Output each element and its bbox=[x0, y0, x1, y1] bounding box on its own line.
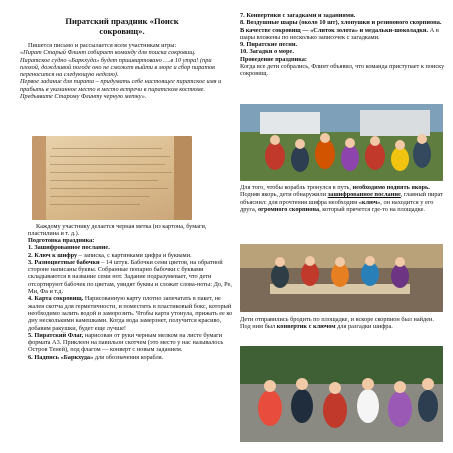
kids-ship-illustration bbox=[240, 104, 443, 181]
intro-line: Пишется письмо и рассылается всем участникам игры: bbox=[28, 42, 177, 49]
kids-ship-photo bbox=[240, 104, 443, 181]
scorpion-text: Дети отправились бродить по площадке, и вскоре скорпион был найден. Под ним был конвертик с ключом для разгадки шифра. bbox=[240, 316, 434, 331]
photo-caption: Каждому участнику делается черная метка (из картона, бумаги, пластилина и т. д.). bbox=[28, 223, 207, 238]
kids-table-photo bbox=[240, 244, 443, 312]
conduct-text: Когда все дети собрались, Флинт объявил, что команда приступает к поиску сокровищ. bbox=[240, 63, 445, 78]
page-title: Пиратский праздник «Поиск сокровищ». bbox=[65, 16, 179, 36]
kids-outdoor-photo bbox=[240, 346, 443, 442]
right-list bbox=[240, 12, 446, 78]
kids-outdoor-illustration bbox=[240, 346, 443, 442]
prep-item: 4. Карта сокровищ. Нарисованную карту плотно запечатать в пакет, не жалея скотча для герметичности, и поместить в пластиковый бокс, который необходимо залить водой и заморозить. Чтобы карта утонула, прижать ее ко дну несколькими камешками. Когда вода замерзнет, получится красиво, добавим ракушки, будет еще лучше! bbox=[28, 295, 233, 332]
prep-item: 3. Разноцветные бабочки – 14 штук. Бабочки семи цветов, на обратной стороне написаны буквы. Собранные попарно бабочки с буквами складываются в название семи нот. Задание подразумевает, что дети отсортируют бабочек по цветам, увидят буквы и сложат слова-ноты: До, Ре, Ми, Фа и т.д. bbox=[28, 258, 232, 296]
prep-item: 2. Ключ к шифру – записка, с картинками цифра и буквами. bbox=[28, 251, 192, 259]
prep-item: 8. Воздушные шары (около 10 шт), хлопушки и резинового скорпиона. В качестве сокровищ — «Слиток золота» и медальки-шоколадки. А в шары вложены по несколько записочек с загадками. bbox=[240, 19, 442, 41]
ship-paragraph bbox=[240, 184, 446, 213]
prep-list bbox=[28, 237, 233, 361]
prep-item: 10. Загадки о море. bbox=[240, 48, 294, 56]
intro-line: Пиратское судно «Баркхуда» будет пришвартовано ….в 10 утра! (при плохой, дождливой погоде оно не сможет выйти в море и сбор пиратов переносится на следующую неделю). bbox=[20, 56, 215, 79]
prep-item: 1. Зашифрованное послание. bbox=[28, 244, 110, 252]
scorpion-paragraph bbox=[240, 316, 446, 331]
prep-heading: Подготовка праздника: bbox=[28, 237, 95, 244]
prep-item: 7. Конвертики с загадками и заданиями. bbox=[240, 12, 356, 19]
prep-item: 5. Пиратский Флаг, нарисован от руки черным мелком на листе бумаги формата А3. Приклеен на павильон скотчем (это место у нас называлось Остров Теней), под флагом — конверт с новым заданием. bbox=[28, 331, 224, 354]
kids-table-illustration bbox=[240, 244, 443, 312]
prep-item: 6. Надпись «Баркхуда» для обозначения корабля. bbox=[28, 353, 164, 361]
photo-caption-block bbox=[28, 223, 233, 238]
intro-line: Первое задание для пирата – придумать себе настоящее пиратское имя и прибыть в указанное место в место встречи в пиратском костюме. bbox=[20, 78, 222, 93]
conduct-heading: Проведение праздника: bbox=[240, 55, 308, 63]
parchment-photo bbox=[32, 136, 192, 220]
prep-item: 9. Пиратские песни. bbox=[240, 41, 298, 49]
intro-text bbox=[20, 42, 230, 100]
intro-line: «Пират Старый Флинт собирает команду для поиска сокровищ. bbox=[20, 49, 196, 57]
ship-text: Для того, чтобы корабль тронулся в путь, необходимо поднять якорь. Подняв якорь, дети обнаружили зашифрованное послание, главный пират объяснил: для прочтения шифра необходим «ключ», он находится у его друга, огромного скорпиона, который прячется где-то на площадке. bbox=[240, 184, 443, 213]
intro-line: Предъявите Старому Флинту черную метку». bbox=[20, 93, 147, 101]
